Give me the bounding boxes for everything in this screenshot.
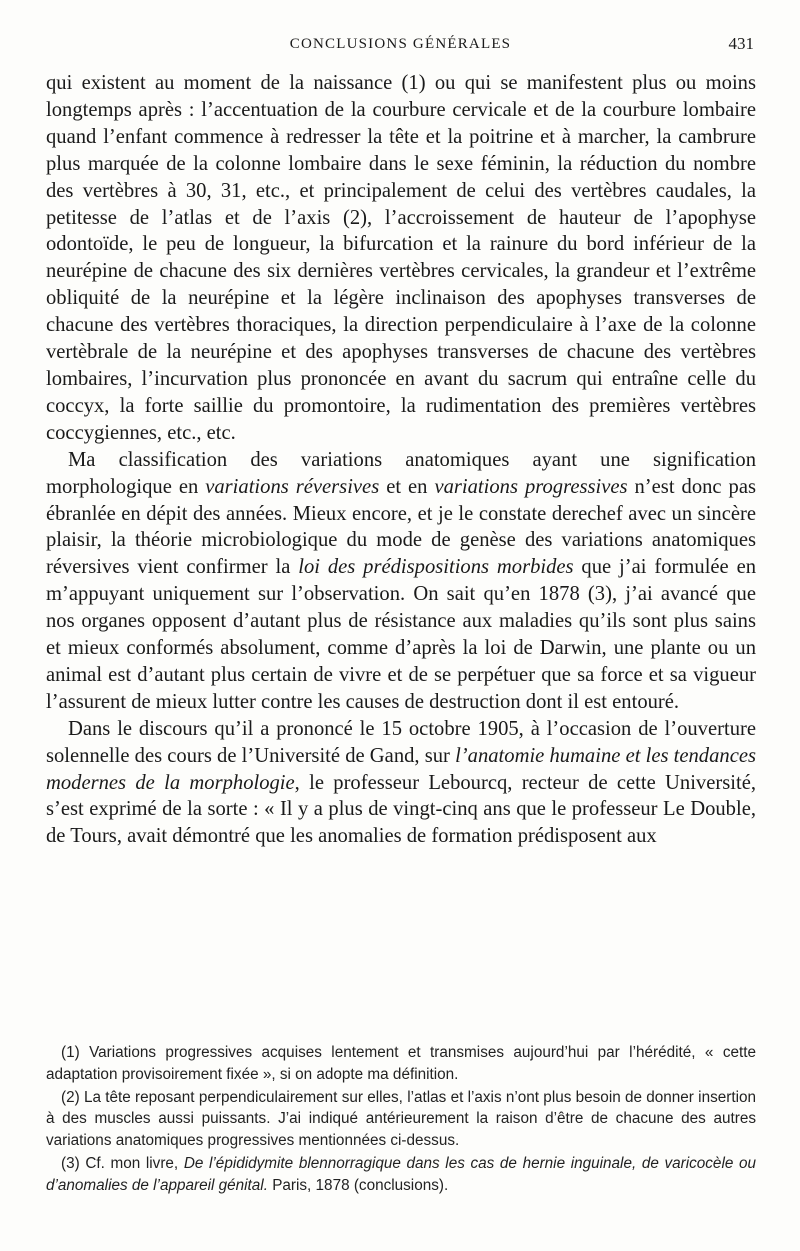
paragraph-2-text-d: que j’ai formulée en m’appuyant uniquement sur l’observation. On sait qu’en 1878 (3), j’ai avancé que nos organes opposent d’autant plus de résistance aux maladies qu’ils sont plus sains et mieux conformés absolument, comme d’après la loi de Darwin, une plante ou un animal est d’autant plus certain de vivre et de se perpétuer que sa force et sa vigueur l’assurent de mieux lutter contre les causes de destruction dont il est entouré. (46, 556, 757, 713)
italic-term-progressive: variations progressives (434, 475, 628, 498)
footnote-2: (2) La tête reposant perpendiculairement sur elles, l’atlas et l’axis n’ont plus besoin de donner insertion à des muscles aussi puissants. J’ai indiqué antérieurement la raison d’être de chacune des autres variations anatomiques progressives mentionnées ci-dessus. (46, 1088, 756, 1150)
paragraph-1-text: qui existent au moment de la naissance (1) ou qui se manifestent plus ou moins longtemps après : l’accentuation de la courbure cervicale et de la courbure lombaire quand l’enfant commence à redresser la tête et la poitrine et à marcher, la cambrure plus marquée de la colonne lombaire dans le sexe féminin, la réduction du nombre des vertèbres à 30, 31, etc., et principalement de celui des vertèbres caudales, la petitesse de l’atlas et de l’axis (2), l’accroissement de hauteur de l’apophyse odontoïde, le peu de longueur, la bifurcation et la rainure du bord inférieur de la neurépine de chacune des six dernières vertèbres cervicales, la grandeur et l’extrême obliquité de la neurépine et la légère inclinaison des apophyses transverses de chacune des vertèbres thoraciques, la direction perpendiculaire à l’axe de la colonne vertèbrale de la neurépine et des apophyses transverses de chacune des vertèbres lombaires, l’incurvation plus prononcée en avant du sacrum qui entraîne celle du coccyx, la forte saillie du promontoire, la rudimentation des premières vertèbres coccygiennes, etc., etc. (46, 72, 756, 444)
paragraph-2-text-c: n’est donc pas ébranlée en dépit des années. Mieux encore, et je le constate derechef avec un sincère plaisir, la théorie microbiologique du mode de genèse des variations anatomiques réversives vient confirmer la (46, 475, 756, 579)
paragraph-2-text-a: Ma classification des variations anatomiques ayant une signification morphologique en (46, 448, 756, 498)
footnote-3-book-title: De l’épididymite blennorragique dans les cas de hernie inguinale, de varicocèle ou d’anomalies de l’appareil génital. (46, 1154, 756, 1194)
paragraph-3 (46, 716, 756, 851)
footnote-1: (1) Variations progressives acquises lentement et transmises aujourd’hui par l’hérédité, « cette adaptation provisoirement fixée », si on adopte ma définition. (46, 1044, 756, 1083)
page-number: 431 (728, 34, 754, 53)
paragraph-3-text-b: , le professeur Lebourcq, recteur de cette Université, s’est exprimé de la sorte : « Il y a plus de vingt-cinq ans que le professeur Le Double, de Tours, avait démontré que les anomalies de formation prédisposent aux (46, 771, 756, 848)
main-text (46, 70, 756, 850)
italic-term-law: loi des prédispositions morbides (298, 556, 574, 579)
paragraph-2-text-b: et en (379, 475, 435, 498)
paragraph-3-text-a: Dans le discours qu’il a prononcé le 15 octobre 1905, à l’occasion de l’ouverture solennelle des cours de l’Université de Gand, sur (46, 717, 756, 767)
italic-term-reversive: variations réversives (205, 475, 380, 498)
italic-discourse-title: l’anatomie humaine et les tendances modernes de la morphologie (46, 744, 756, 794)
footnote-3 (46, 1153, 756, 1197)
footnote-3-text-b: Paris, 1878 (conclusions). (267, 1176, 449, 1194)
paragraph-1 (46, 70, 756, 447)
paragraph-2 (46, 447, 756, 716)
running-head (47, 34, 754, 56)
footnotes (46, 1042, 756, 1197)
footnote-3-text-a: (3) Cf. mon livre, (61, 1154, 184, 1172)
running-title: CONCLUSIONS GÉNÉRALES (289, 36, 512, 52)
